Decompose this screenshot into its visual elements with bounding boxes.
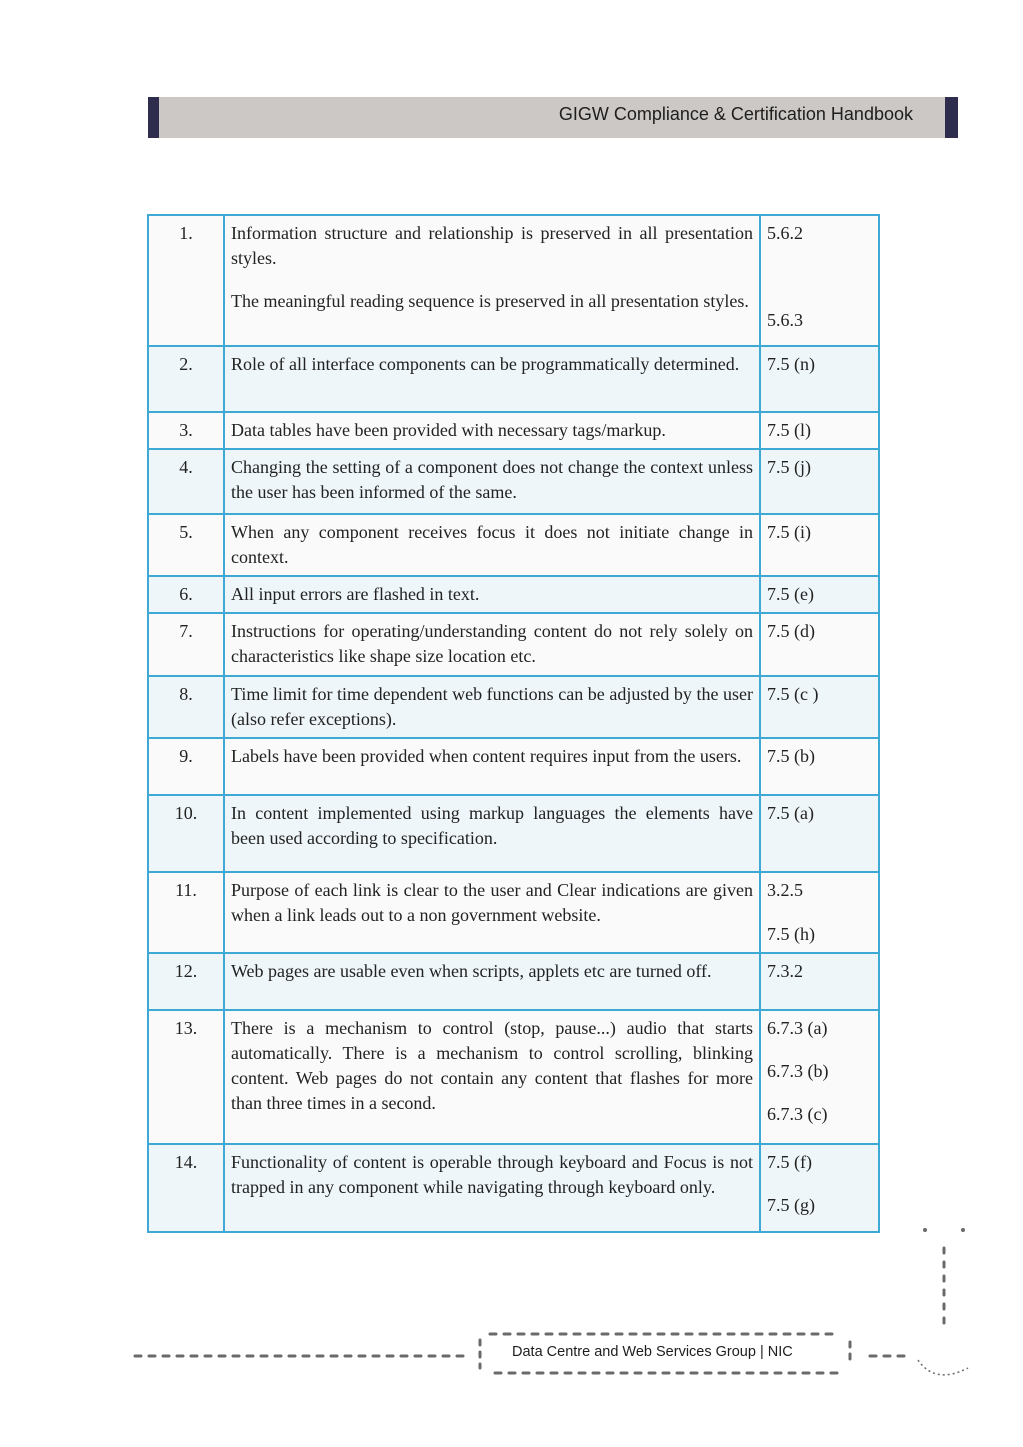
row-number: 2. [148, 346, 224, 412]
row-number: 10. [148, 795, 224, 872]
reference-code: 3.2.5 [767, 880, 803, 900]
row-number: 12. [148, 953, 224, 1010]
reference-code: 6.7.3 (b) [767, 1061, 829, 1081]
reference-code: 7.5 (f) [767, 1152, 812, 1172]
requirement-paragraph: Functionality of content is operable through keyboard and Focus is not trapped in any component while navigating through keyboard only. [231, 1152, 753, 1197]
row-number: 11. [148, 872, 224, 953]
requirement-paragraph: Information structure and relationship is preserved in all presentation styles. [231, 223, 753, 268]
row-number: 8. [148, 676, 224, 738]
requirement-paragraph: When any component receives focus it does not initiate change in context. [231, 522, 753, 567]
requirement-paragraph: In content implemented using markup languages the elements have been used according to specification. [231, 803, 753, 848]
reference-code: 7.5 (e) [767, 584, 814, 604]
reference-code: 7.3.2 [767, 961, 803, 981]
requirement-paragraph: Labels have been provided when content requires input from the users. [231, 746, 742, 766]
requirement-paragraph: Role of all interface components can be programmatically determined. [231, 354, 740, 374]
reference-code: 7.5 (j) [767, 457, 811, 477]
requirement-paragraph: Time limit for time dependent web functions can be adjusted by the user (also refer exceptions). [231, 684, 753, 729]
row-number: 9. [148, 738, 224, 795]
reference-code: 7.5 (h) [767, 924, 815, 944]
reference-code: 7.5 (d) [767, 621, 815, 641]
requirement-paragraph: All input errors are flashed in text. [231, 584, 480, 604]
requirement-paragraph: Purpose of each link is clear to the user and Clear indications are given when a link leads out to a non government website. [231, 880, 753, 925]
reference-code: 7.5 (c ) [767, 684, 819, 704]
footer-text: Data Centre and Web Services Group | NIC [512, 1344, 793, 1360]
row-number: 7. [148, 613, 224, 676]
row-number: 5. [148, 514, 224, 576]
row-number: 3. [148, 412, 224, 449]
requirement-paragraph: Web pages are usable even when scripts, applets etc are turned off. [231, 961, 712, 981]
row-number: 14. [148, 1144, 224, 1232]
reference-code: 6.7.3 (a) [767, 1018, 828, 1038]
requirement-paragraph: Data tables have been provided with necessary tags/markup. [231, 420, 666, 440]
reference-code: 7.5 (b) [767, 746, 815, 766]
requirement-paragraph: Instructions for operating/understanding content do not rely solely on characteristics like shape size location etc. [231, 621, 753, 666]
requirement-paragraph: Changing the setting of a component does not change the context unless the user has been informed of the same. [231, 457, 753, 502]
header-title: GIGW Compliance & Certification Handbook [558, 104, 913, 124]
reference-code: 7.5 (g) [767, 1195, 815, 1215]
reference-code: 5.6.2 [767, 223, 803, 243]
row-number: 1. [148, 215, 224, 346]
reference-code: 6.7.3 (c) [767, 1104, 828, 1124]
reference-code: 7.5 (i) [767, 522, 811, 542]
row-number: 4. [148, 449, 224, 514]
reference-code: 7.5 (l) [767, 420, 811, 440]
requirement-paragraph: The meaningful reading sequence is preserved in all presentation styles. [231, 291, 749, 311]
reference-code: 7.5 (n) [767, 354, 815, 374]
reference-code: 7.5 (a) [767, 803, 814, 823]
row-number: 6. [148, 576, 224, 613]
requirement-paragraph: There is a mechanism to control (stop, pause...) audio that starts automatically. There is a mechanism to control scrolling, blinking content. Web pages do not contain any content that flashes for more than three times in a second. [231, 1018, 753, 1113]
reference-code: 5.6.3 [767, 310, 803, 330]
row-number: 13. [148, 1010, 224, 1144]
